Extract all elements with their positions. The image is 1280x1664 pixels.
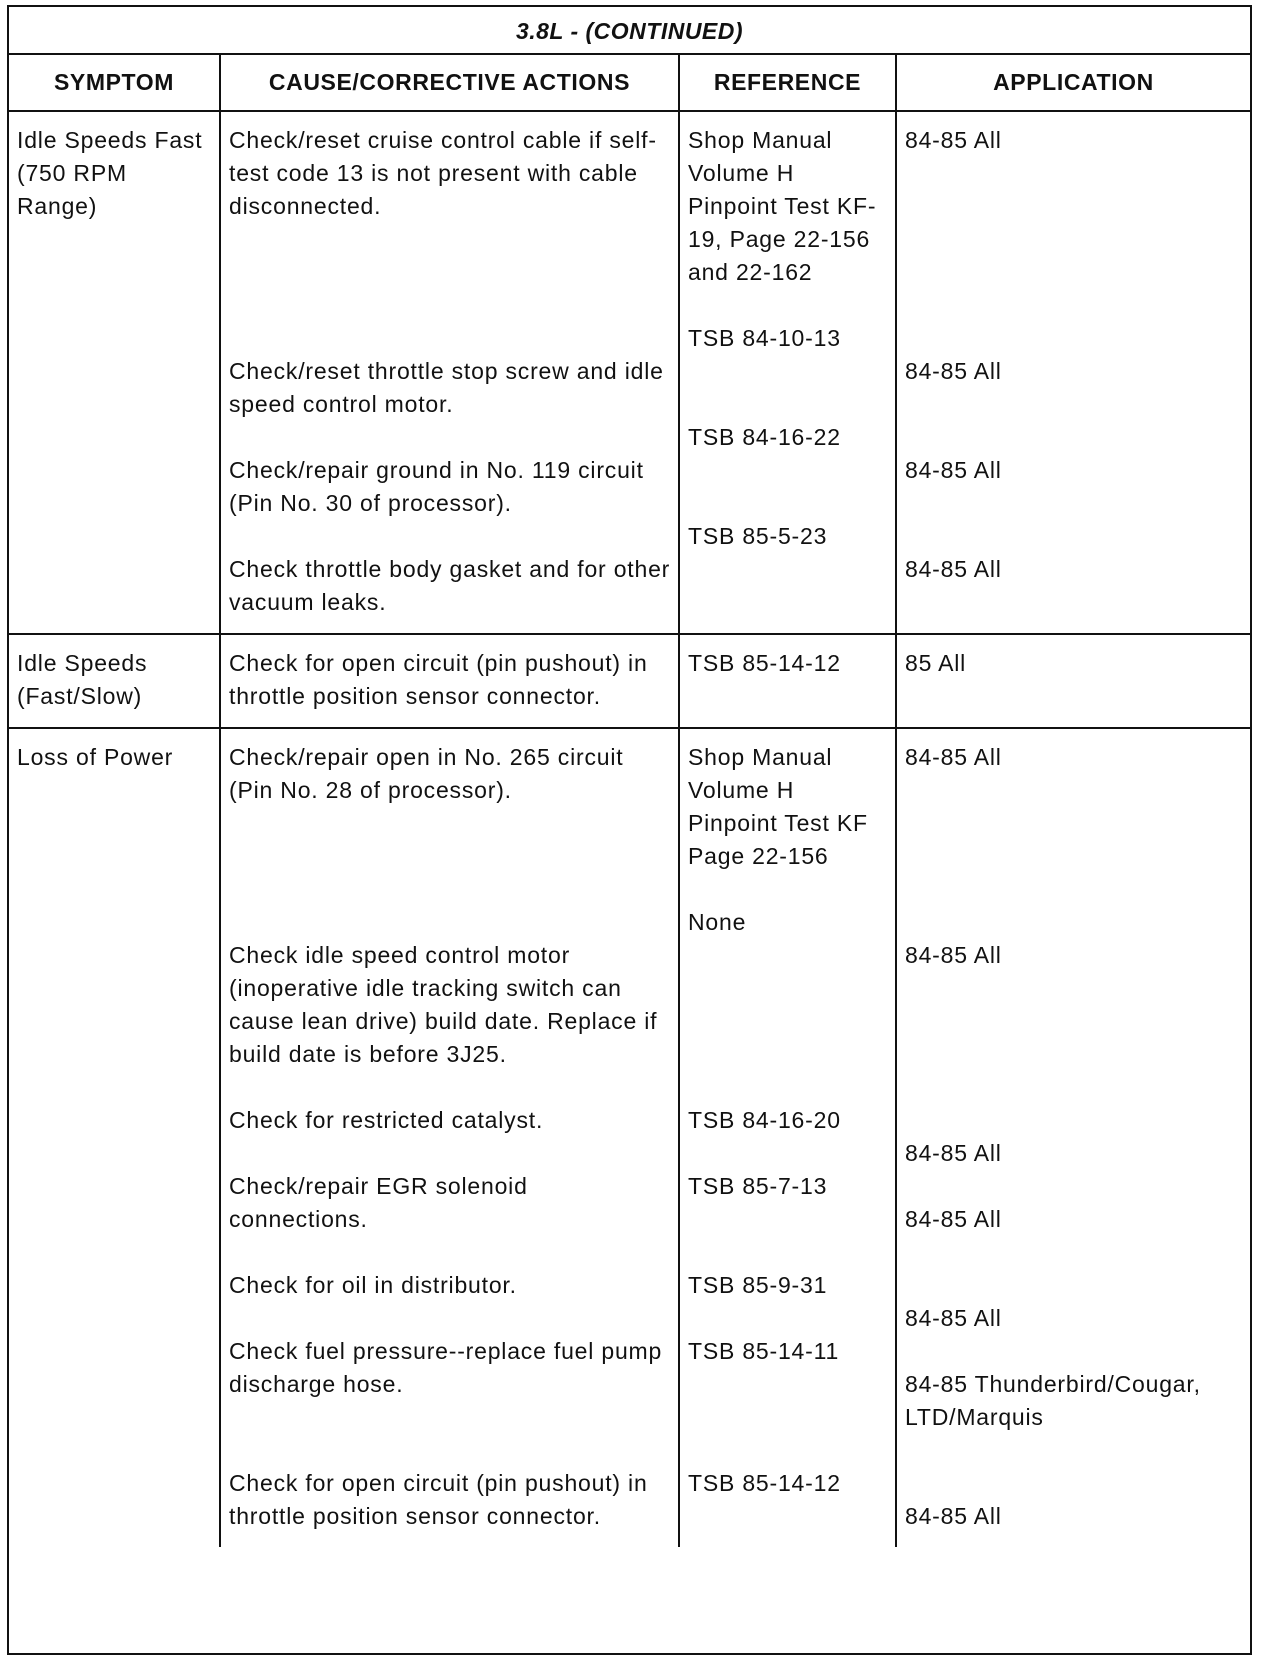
symptom-cell: Loss of Power xyxy=(9,728,220,1547)
cause-cell xyxy=(220,728,679,1547)
application-text: 84-85 All xyxy=(905,1140,1002,1166)
cause-text: Check/reset throttle stop screw and idle speed control motor. xyxy=(229,358,664,417)
application-text: 84-85 All xyxy=(905,744,1002,770)
table-title: 3.8L - (CONTINUED) xyxy=(9,7,1250,55)
cause-text: Check/repair EGR solenoid connections. xyxy=(229,1173,528,1232)
troubleshooting-page xyxy=(7,5,1252,1655)
cause-cell xyxy=(220,634,679,728)
symptom-group xyxy=(9,728,1250,1547)
reference-text: TSB 85-14-11 xyxy=(688,1338,840,1364)
diagnosis-table xyxy=(9,55,1250,1547)
application-text: 84-85 All xyxy=(905,358,1002,384)
application-cell xyxy=(896,111,1250,634)
header-cause: CAUSE/CORRECTIVE ACTIONS xyxy=(220,55,679,111)
cause-text: Check for open circuit (pin pushout) in throttle position sensor connector. xyxy=(229,650,648,709)
cause-text: Check/repair open in No. 265 circuit (Pin No. 28 of processor). xyxy=(229,744,624,803)
header-row xyxy=(9,55,1250,111)
application-text: 84-85 All xyxy=(905,556,1002,582)
application-cell xyxy=(896,728,1250,1547)
reference-text: TSB 85-14-12 xyxy=(688,650,841,676)
cause-cell xyxy=(220,111,679,634)
symptom-cell: Idle Speeds Fast (750 RPM Range) xyxy=(9,111,220,634)
application-text: 84-85 Thunderbird/Cougar, LTD/Marquis xyxy=(905,1371,1201,1430)
reference-text: TSB 84-16-22 xyxy=(688,424,841,450)
reference-text: TSB 85-7-13 xyxy=(688,1173,828,1199)
application-text: 84-85 All xyxy=(905,1206,1002,1232)
symptom-cell: Idle Speeds (Fast/Slow) xyxy=(9,634,220,728)
application-text: 84-85 All xyxy=(905,457,1002,483)
reference-cell xyxy=(679,634,896,728)
reference-text: TSB 85-9-31 xyxy=(688,1272,828,1298)
cause-text: Check fuel pressure--replace fuel pump discharge hose. xyxy=(229,1338,663,1397)
application-text: 84-85 All xyxy=(905,942,1002,968)
header-reference: REFERENCE xyxy=(679,55,896,111)
application-text: 85 All xyxy=(905,650,967,676)
application-text: 84-85 All xyxy=(905,1305,1002,1331)
reference-text: Shop Manual Volume H Pinpoint Test KF-19, Page 22-156 and 22-162 xyxy=(688,127,877,285)
reference-text: TSB 84-16-20 xyxy=(688,1107,841,1133)
reference-text: Shop Manual Volume H Pinpoint Test KF Page 22-156 xyxy=(688,744,868,869)
reference-cell xyxy=(679,111,896,634)
application-text: 84-85 All xyxy=(905,1503,1002,1529)
cause-text: Check for restricted catalyst. xyxy=(229,1107,544,1133)
symptom-group xyxy=(9,111,1250,634)
reference-cell xyxy=(679,728,896,1547)
application-cell xyxy=(896,634,1250,728)
cause-text: Check for oil in distributor. xyxy=(229,1272,517,1298)
cause-text: Check idle speed control motor (inoperative idle tracking switch can cause lean drive) build date. Replace if build date is before 3J25. xyxy=(229,942,658,1067)
cause-text: Check/repair ground in No. 119 circuit (Pin No. 30 of processor). xyxy=(229,457,644,516)
header-application: APPLICATION xyxy=(896,55,1250,111)
reference-text: None xyxy=(688,909,747,935)
header-symptom: SYMPTOM xyxy=(9,55,220,111)
reference-text: TSB 85-5-23 xyxy=(688,523,828,549)
symptom-group xyxy=(9,634,1250,728)
application-text: 84-85 All xyxy=(905,127,1002,153)
reference-text: TSB 85-14-12 xyxy=(688,1470,841,1496)
reference-text: TSB 84-10-13 xyxy=(688,325,841,351)
cause-text: Check/reset cruise control cable if self-test code 13 is not present with cable disconnected. xyxy=(229,127,657,219)
cause-text: Check for open circuit (pin pushout) in throttle position sensor connector. xyxy=(229,1470,648,1529)
cause-text: Check throttle body gasket and for other vacuum leaks. xyxy=(229,556,671,615)
